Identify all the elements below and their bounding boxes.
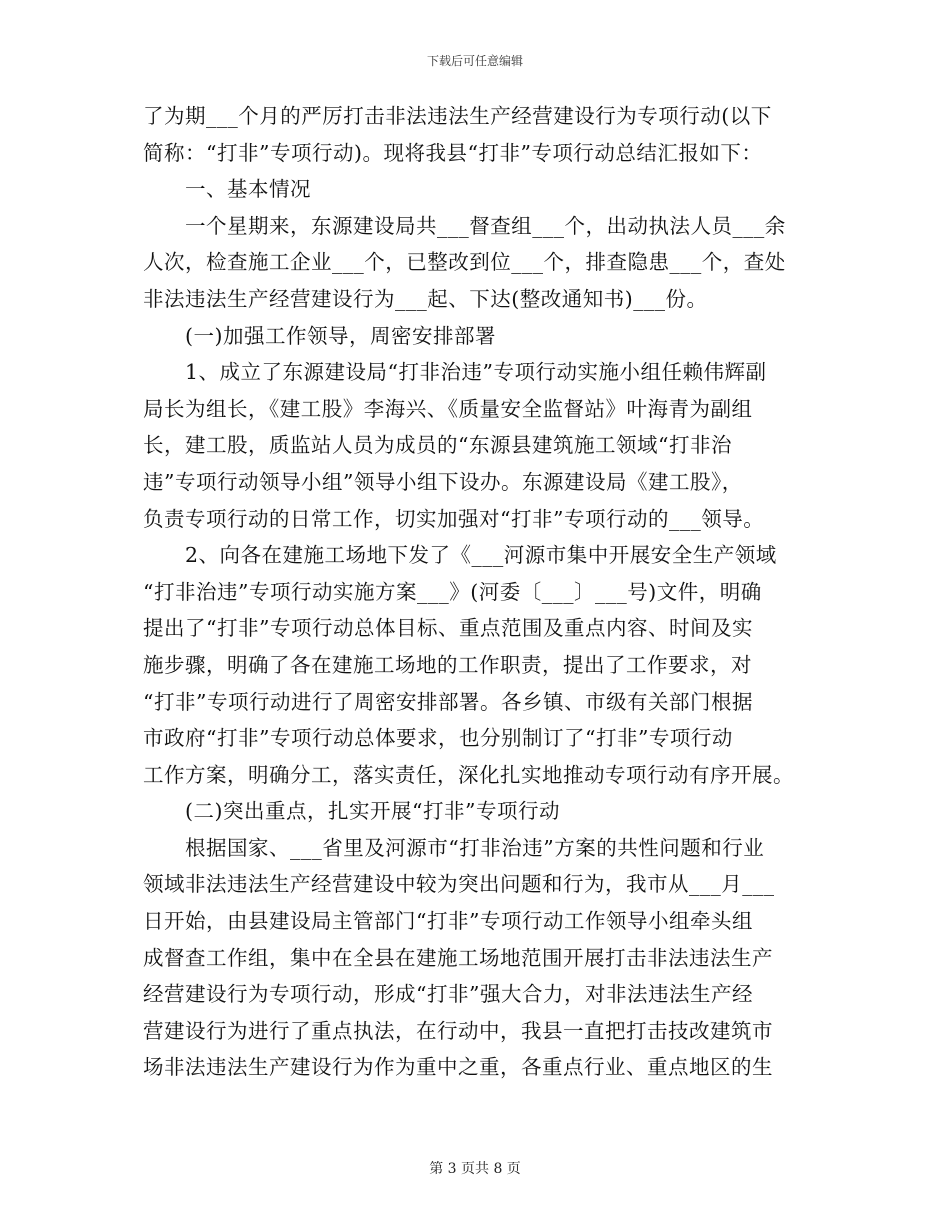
text-line: 违”专项行动领导小组”领导小组下设办。东源建设局《建工股》， bbox=[143, 469, 743, 494]
section-heading: 一、基本情况 bbox=[185, 177, 311, 202]
text-line: 施步骤，明确了各在建施工场地的工作职责，提出了工作要求，对 bbox=[143, 652, 752, 677]
subsection-heading: (一)加强工作领导，周密安排部署 bbox=[185, 323, 496, 348]
text-line: 非法违法生产经营建设行为___起、下达(整改通知书)___份。 bbox=[143, 286, 708, 311]
text-line: 负责专项行动的日常工作，切实加强对“打非”专项行动的___领导。 bbox=[143, 506, 765, 531]
text-line: 局长为组长，《建工股》李海兴、《质量安全监督站》叶海青为副组 bbox=[143, 396, 753, 421]
text-line: 2、向各在建施工场地下发了《___河源市集中开展安全生产领域 bbox=[185, 543, 777, 568]
text-line: “打非治违”专项行动实施方案___》(河委〔___〕___号)文件，明确 bbox=[143, 579, 762, 604]
text-line: 工作方案，明确分工，落实责任，深化扎实地推动专项行动有序开展。 bbox=[143, 762, 794, 787]
subsection-heading: (二)突出重点，扎实开展“打非”专项行动 bbox=[185, 799, 560, 824]
text-line: 根据国家、___省里及河源市“打非治违”方案的共性问题和行业 bbox=[185, 835, 765, 860]
text-line: 经营建设行为专项行动，形成“打非”强大合力，对非法违法生产经 bbox=[143, 982, 753, 1007]
text-line: 市政府“打非”专项行动总体要求，也分别制订了“打非”专项行动 bbox=[143, 726, 733, 751]
text-line: 领域非法违法生产经营建设中较为突出问题和行为，我市从___月___ bbox=[143, 872, 775, 897]
text-line: 简称：“打非”专项行动)。现将我县“打非”专项行动总结汇报如下： bbox=[143, 140, 763, 165]
text-line: 成督查工作组，集中在全县在建施工场地范围开展打击非法违法生产 bbox=[143, 945, 773, 970]
text-line: 长，建工股，质监站人员为成员的“东源县建筑施工领域“打非治 bbox=[143, 433, 732, 458]
text-line: 人次，检查施工企业___个，已整改到位___个，排查隐患___个，查处 bbox=[143, 250, 786, 275]
document-body bbox=[143, 98, 813, 1086]
page-footer: 第 3 页共 8 页 bbox=[429, 1161, 521, 1177]
text-line: 一个星期来，东源建设局共___督查组___个，出动执法人员___余 bbox=[185, 213, 786, 238]
text-line: “打非”专项行动进行了周密安排部署。各乡镇、市级有关部门根据 bbox=[143, 689, 753, 714]
text-line: 日开始，由县建设局主管部门“打非”专项行动工作领导小组牵头组 bbox=[143, 909, 753, 934]
text-line: 1、成立了东源建设局“打非治违”专项行动实施小组任赖伟辉副 bbox=[185, 360, 767, 385]
text-line: 提出了“打非”专项行动总体目标、重点范围及重点内容、时间及实 bbox=[143, 616, 753, 641]
text-line: 了为期___个月的严厉打击非法违法生产经营建设行为专项行动(以下 bbox=[143, 104, 772, 128]
text-line: 场非法违法生产建设行为作为重中之重，各重点行业、重点地区的生 bbox=[143, 1055, 773, 1080]
text-line: 营建设行为进行了重点执法，在行动中，我县一直把打击技改建筑市 bbox=[143, 1018, 773, 1043]
page-header: 下载后可任意编辑 bbox=[426, 54, 523, 68]
